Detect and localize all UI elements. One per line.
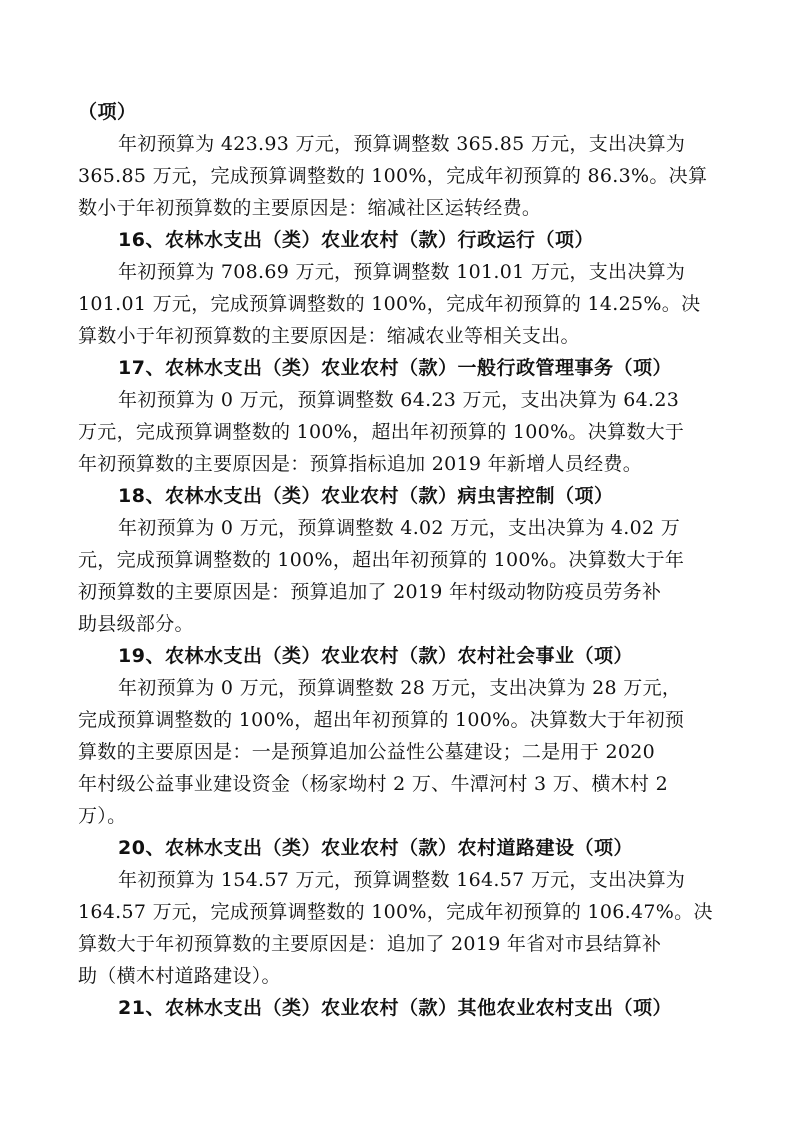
section-heading: 18、农林水支出（类）农业农村（款）病虫害控制（项） [118,485,614,507]
body-text-line: 365.85 万元，完成预算调整数的 100%，完成年初预算的 86.3%。决算 [78,165,708,187]
body-text-line: 初预算数的主要原因是：预算追加了 2019 年村级动物防疫员劳务补 [78,581,662,603]
body-text-line: 算数小于年初预算数的主要原因是：缩减农业等相关支出。 [78,325,580,347]
section-heading: 21、农林水支出（类）农业农村（款）其他农业农村支出（项） [118,997,672,1019]
body-text-line: 算数大于年初预算数的主要原因是：追加了 2019 年省对市县结算补 [78,933,662,955]
paragraph-first-line: 年初预算为 0 万元，预算调整数 28 万元，支出决算为 28 万元， [118,677,682,699]
body-text-line: 助县级部分。 [78,613,194,635]
paragraph-first-line: 年初预算为 708.69 万元，预算调整数 101.01 万元，支出决算为 [118,261,686,283]
body-text-line: 数小于年初预算数的主要原因是：缩减社区运转经费。 [78,197,542,219]
body-text-line: 万元，完成预算调整数的 100%，超出年初预算的 100%。决算数大于 [78,421,685,443]
body-text-line: 101.01 万元，完成预算调整数的 100%，完成年初预算的 14.25%。决 [78,293,701,315]
body-text-line: 完成预算调整数的 100%，超出年初预算的 100%。决算数大于年初预 [78,709,685,731]
body-text-line: 助（横木村道路建设）。 [78,965,281,987]
body-text-line: 元，完成预算调整数的 100%，超出年初预算的 100%。决算数大于年 [78,549,685,571]
body-text-line: 164.57 万元，完成预算调整数的 100%，完成年初预算的 106.47%。决 [78,901,713,923]
paragraph-first-line: 年初预算为 423.93 万元，预算调整数 365.85 万元，支出决算为 [118,133,686,155]
body-text-line: 年初预算数的主要原因是：预算指标追加 2019 年新增人员经费。 [78,453,643,475]
body-text-line: 算数的主要原因是：一是预算追加公益性公墓建设；二是用于 2020 [78,741,655,763]
section-heading: 19、农林水支出（类）农业农村（款）农村社会事业（项） [118,645,633,667]
section-heading: 16、农林水支出（类）农业农村（款）行政运行（项） [118,229,594,251]
section-heading: （项） [78,101,137,123]
body-text-line: 万）。 [78,805,127,827]
body-text-line: 年村级公益事业建设资金（杨家坳村 2 万、牛潭河村 3 万、横木村 2 [78,773,668,795]
section-heading: 20、农林水支出（类）农业农村（款）农村道路建设（项） [118,837,633,859]
section-heading: 17、农林水支出（类）农业农村（款）一般行政管理事务（项） [118,357,672,379]
paragraph-first-line: 年初预算为 154.57 万元，预算调整数 164.57 万元，支出决算为 [118,869,686,891]
paragraph-first-line: 年初预算为 0 万元，预算调整数 64.23 万元，支出决算为 64.23 [118,389,680,411]
paragraph-first-line: 年初预算为 0 万元，预算调整数 4.02 万元，支出决算为 4.02 万 [118,517,681,539]
